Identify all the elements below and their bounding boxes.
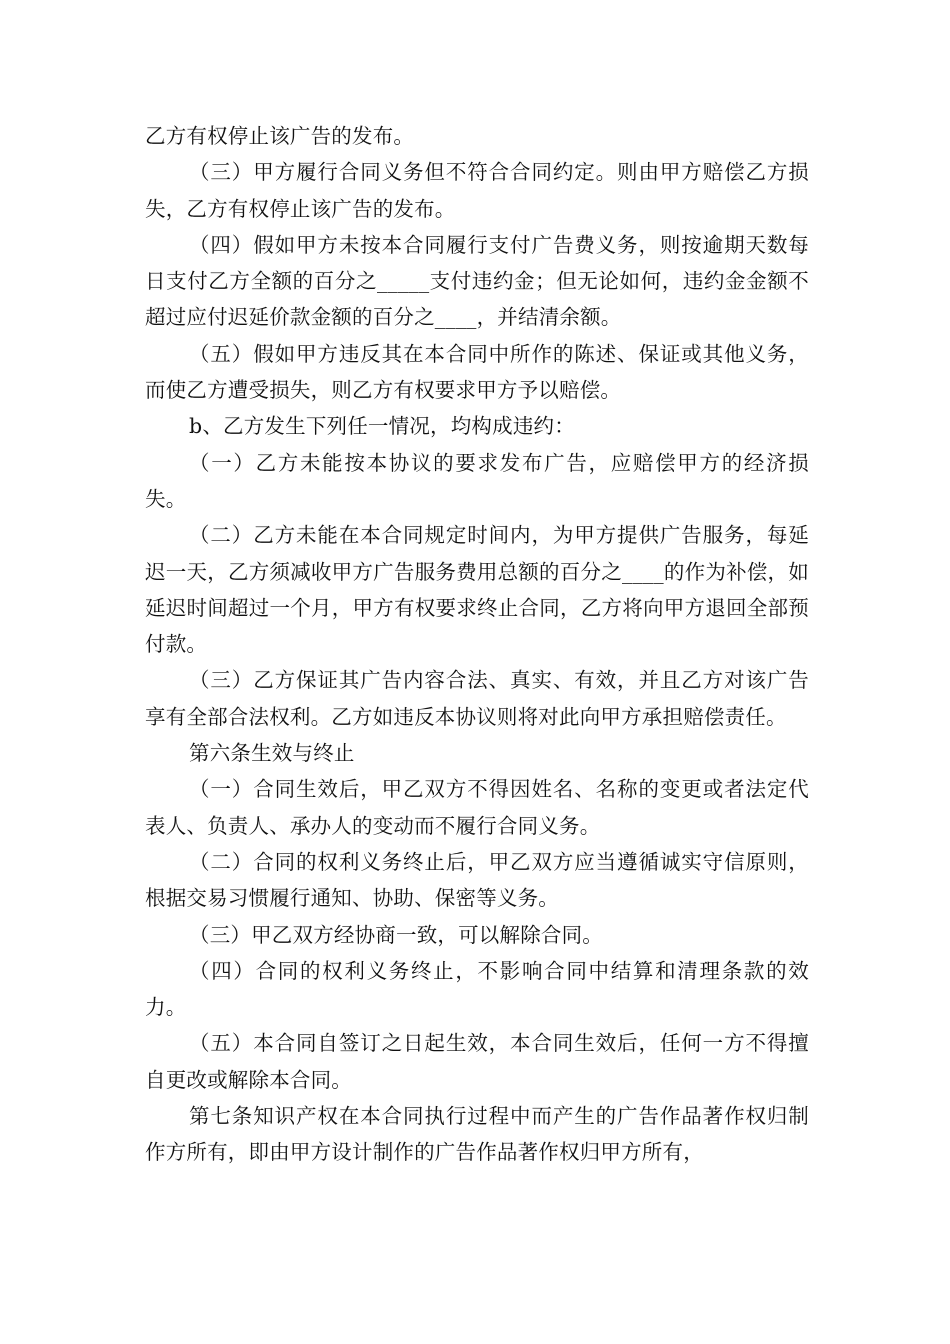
paragraph: （一）乙方未能按本协议的要求发布广告，应赔偿甲方的经济损失。 [145,450,809,511]
paragraph: （一）合同生效后，甲乙双方不得因姓名、名称的变更或者法定代表人、负责人、承办人的变动而不履行合同义务。 [145,777,809,838]
paragraph: （三）甲方履行合同义务但不符合合同约定。则由甲方赔偿乙方损失，乙方有权停止该广告的发布。 [145,160,809,221]
document-body [145,118,809,1171]
paragraph: （三）乙方保证其广告内容合法、真实、有效，并且乙方对该广告享有全部合法权利。乙方如违反本协议则将对此向甲方承担赔偿责任。 [145,668,809,729]
paragraph: （五）本合同自签订之日起生效，本合同生效后，任何一方不得擅自更改或解除本合同。 [145,1031,809,1092]
paragraph: （二）合同的权利义务终止后，甲乙双方应当遵循诚实守信原则，根据交易习惯履行通知、协助、保密等义务。 [145,849,809,911]
paragraph: b、乙方发生下列任一情况，均构成违约： [189,414,575,439]
paragraph: 乙方有权停止该广告的发布。 [145,124,415,148]
paragraph: （四）合同的权利义务终止，不影响合同中结算和清理条款的效力。 [145,958,809,1020]
paragraph: （四）假如甲方未按本合同履行支付广告费义务，则按逾期天数每日支付乙方全额的百分之_____支付违约金；但无论如何，违约金金额不超过应付迟延价款金额的百分之____，并结清余额。 [145,232,809,330]
paragraph: 第七条知识产权在本合同执行过程中而产生的广告作品著作权归制作方所有，即由甲方设计制作的广告作品著作权归甲方所有， [145,1104,809,1165]
section-heading: 第六条生效与终止 [189,741,355,766]
paragraph: （二）乙方未能在本合同规定时间内，为甲方提供广告服务，每延迟一天，乙方须减收甲方广告服务费用总额的百分之____的作为补偿，如延迟时间超过一个月，甲方有权要求终止合同，乙方将向甲方退回全部预付款。 [145,523,809,657]
paragraph: （三）甲乙双方经协商一致，可以解除合同。 [189,922,603,947]
paragraph: （五）假如甲方违反其在本合同中所作的陈述、保证或其他义务，而使乙方遭受损失，则乙方有权要求甲方予以赔偿。 [145,341,809,403]
